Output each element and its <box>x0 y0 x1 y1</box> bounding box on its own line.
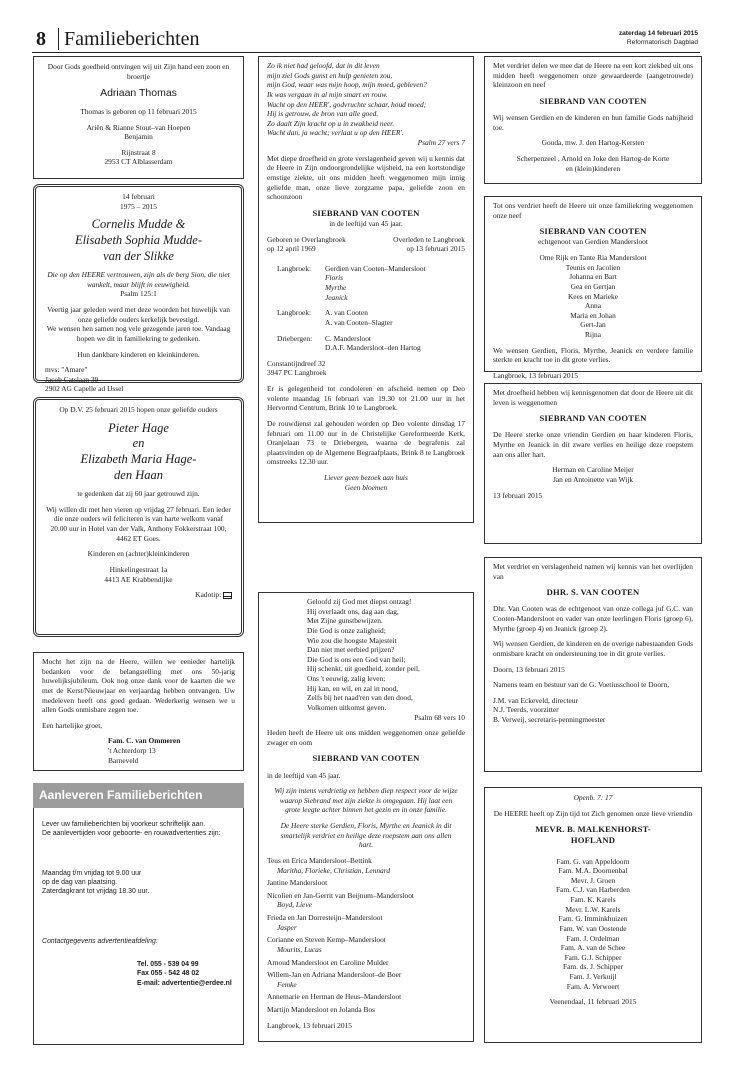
family-place: Driebergen: <box>277 333 313 343</box>
siebrand-name: SIEBRAND VAN COOTEN <box>312 207 420 218</box>
school-name: DHR. S. VAN COOTEN <box>546 587 640 598</box>
malkenhorst-footer: Veenendaal, 11 februari 2015 <box>549 997 637 1007</box>
rijk-name-line: Gert-Jan <box>580 320 606 330</box>
family-row <box>277 264 465 303</box>
malkenhorst-name-line: Fam. G. Imminkhuizen <box>558 914 628 924</box>
meijer-notice <box>484 383 702 544</box>
family-place: Langbroek: <box>277 308 312 318</box>
aanleveren-p3: Maandag t/m vrijdag tot 9.00 uur <box>42 869 142 877</box>
hartog-text: Wij wensen Gerdien en de kinderen en hun familie Gods nabijheid toe. <box>493 113 693 132</box>
family-member: Gerdien van Cooten–Mandersloot <box>325 263 426 273</box>
family-member: Frieda en Jan Dorresteijn–Mandersloot <box>267 913 383 923</box>
family-member: Annemarie en Herman de Heus–Mandersloot <box>267 992 402 1002</box>
hage-name-3: Elizabeth Maria Hage- <box>80 451 197 466</box>
aanleveren-tel: Tel. 055 - 539 04 99 <box>137 960 199 968</box>
header-divider <box>58 28 59 50</box>
psalm-intro: Heden heeft de Heere uit ons midden weggenomen onze geliefde zwager en oom <box>267 728 465 747</box>
rijk-name-line: Maria en Johan <box>570 310 616 320</box>
family-children: Mourits, Lucas <box>277 944 322 954</box>
family-member: Willem-Jan en Adriana Mandersloot–de Boer <box>267 970 402 980</box>
psalm-italic-1: Wij zijn intens verdrietig en hebben diep respect voor de wijze waarop Siebrand met zijn ziekte is omgegaan. Hij laat een grote leegte achter binnen het gezin en in onze familie. <box>274 786 458 815</box>
birth-parents: Ariën & Rianne Stout–van Hoepen <box>86 122 191 132</box>
hage-intro: Op D.V. 25 februari 2015 hopen onze geliefde ouders <box>59 405 218 414</box>
siebrand-poem: Zo ik niet had geloofd, dat in dit leven mijn ziel Gods gunst en hulp genieten zou, mijn God, waar was mijn hoop, mijn moed, gebleven? Ik was vergaan in al mijn smart en rouw. Wacht op den HEER', godvruchte schaar, houd moed; Hij is getrouw, de bron van alle goed. Zo daalt Zijn kracht op u in zwakheid neer. Wacht dan, ja wacht; verlaat u op den HEER'. <box>267 61 427 138</box>
siebrand-born-date: op 12 april 1969 <box>267 244 316 254</box>
psalm-name: SIEBRAND VAN COOTEN <box>312 753 420 764</box>
rijk-name-line: Gea en Gertjan <box>570 281 616 291</box>
rijk-intro: Tot ons verdriet heeft de Heere uit onze familiekring weggenomen onze neef <box>493 201 693 220</box>
siebrand-intro: Met diepe droefheid en grote verslagenheid geven wij u kennis dat de Heere in Zijn ondoorgrondelijke wijsheid, na een kortstondige ernstige ziekte, uit ons midden heeft weggenomen mijn innig geliefde man, onze lieve zorgzame papa, geliefde zoon en schoonzoon <box>267 153 465 202</box>
family-member: C. Mandersloot <box>325 333 371 343</box>
ommeren-signature <box>42 736 235 765</box>
meijer-name: SIEBRAND VAN COOTEN <box>539 413 647 424</box>
family-member: D.A.F. Mandersloot–den Hartog <box>325 343 421 353</box>
school-intro: Met verdriet en verslagenheid namen wij kennis van het overlijden van <box>493 562 693 581</box>
aanleveren-p5: Zaterdagkrant tot vrijdag 18.30 uur. <box>42 888 150 896</box>
siebrand-gift-2: Geen bloemen <box>344 482 388 492</box>
mudde-address-1: mvs: "Amare" <box>45 365 88 375</box>
aanleveren-email[interactable]: E-mail: advertentie@erdee.nl <box>137 979 232 987</box>
malkenhorst-name-1: MEVR. B. MALKENHORST- <box>535 824 651 835</box>
malkenhorst-name-line: Mevr. J. Groen <box>570 875 616 885</box>
psalm-poem: Geloofd zij God met diepst ontzag! Hij overlaadt ons, dag aan dag, Met Zijne gunstbewijzen. Die God is onze zaligheid; Wie zou die hoogste Majesteit Dan niet met eerbied prijzen? Die God is ons een God van heil; Hij schenkt, uit goedheid, zonder peil, Ons 't eeuwig, zalig leven; Hij kan, en wil, en zal in nood, Zelfs bij het naad'ren van den dood, Volkomen uitkomst geven. <box>307 597 420 712</box>
malkenhorst-notice <box>484 787 702 1043</box>
ommeren-greeting: Een hartelijke groet, <box>42 720 103 730</box>
school-sig-1: J.M. van Eckeveld, directeur <box>493 695 578 705</box>
siebrand-street: Constantijndreef 32 <box>267 358 326 368</box>
malkenhorst-name-line: Fam. M.A. Doornenbal <box>558 866 628 876</box>
family-member: A. van Cooten–Slagter <box>325 317 393 327</box>
mudde-address-2: Jacob Catslaan 39 <box>45 374 99 384</box>
aanleveren-box <box>33 808 244 1045</box>
family-child: Floris <box>325 273 344 283</box>
header-date-block <box>619 30 698 48</box>
malkenhorst-name-line: Fam. G. van Appeldoorn <box>556 856 630 866</box>
family-place: Langbroek: <box>277 263 312 273</box>
header-paper: Reformatorisch Dagblad <box>626 38 698 46</box>
hartog-notice <box>484 56 702 184</box>
birth-sibling: Benjamin <box>124 132 153 142</box>
psalm-age: in de leeftijd van 45 jaar. <box>267 770 341 780</box>
siebrand-poem-ref: Psalm 27 vers 7 <box>417 138 465 147</box>
psalm-ref: Psalm 68 vers 10 <box>414 712 465 722</box>
rijk-sub: echtgenoot van Gerdien Mandersloot <box>538 237 648 247</box>
family-children: Jasper <box>277 922 297 932</box>
ommeren-name: Fam. C. van Ommeren <box>108 736 181 746</box>
aanleveren-p1: Lever uw familieberichten bij voorkeur schriftelijk aan. <box>42 821 206 828</box>
school-sig-2: N.J. Teerds, voorzitter <box>493 705 559 715</box>
hage-city: 4413 AE Krabbendijke <box>104 574 173 584</box>
malkenhorst-name-line: Mevr. L.W. Karels <box>565 904 621 914</box>
mudde-name-3: van der Slikke <box>103 248 174 263</box>
hage-kado-label: Kadotip: <box>195 590 222 600</box>
aanleveren-contact-label: Contactgegevens advertentieafdeling: <box>42 937 158 945</box>
aanleveren-p4: op de dag van plaatsing. <box>42 878 118 886</box>
meijer-sig-2: Jan en Antoinette van Wijk <box>552 474 634 484</box>
hage-street: Hinkelingestraat 1a <box>109 564 168 574</box>
family-row <box>277 308 465 327</box>
birth-intro: Door Gods goedheid ontvingen wij uit Zijn hand een zoon en broertje <box>47 62 230 81</box>
family-member: Nicolien en Jan-Gerrit van Beijnum–Mandersloot <box>267 890 414 900</box>
hage-name-4: den Haan <box>114 467 163 482</box>
malkenhorst-name-line: Fam. K. Karels <box>570 895 616 905</box>
school-date: Doorn, 13 februari 2015 <box>493 664 565 674</box>
hage-children: Kinderen en (achter)kleinkinderen <box>87 549 190 559</box>
birth-city: 2953 CT Alblasserdam <box>104 157 173 167</box>
hage-text-2: Wij willen dit met hen vieren op vrijdag 27 februari. Een ieder die onze ouders wil feliciteren is van harte welkom vanaf 20.00 uur in Hotel van der Valk, Anthony Fokkerstraat 100, 4462 ET Goes. <box>46 504 231 543</box>
malkenhorst-name-line: Fam. A. van de Schee <box>560 943 626 953</box>
hartog-sig-1: Gouda, mw. J. den Hartog-Kersten <box>541 138 645 148</box>
siebrand-funeral: De rouwdienst zal gehouden worden op Deo volente dinsdag 17 februari om 11.00 uur in de Christelijke Gereformeerde Kerk, Oranjelaan 73 te Driebergen, waarna de begrafenis zal plaatsvinden op de Algemene Begraafplaats, Brink 8 te Langbroek omstreeks 12.30 uur. <box>267 418 465 467</box>
malkenhorst-name-line: Fam. J. Verkuijl <box>569 972 617 982</box>
malkenhorst-name-line: Fam. A. Verwoert <box>566 981 620 991</box>
meijer-sig-1: Herman en Caroline Meijer <box>552 465 634 475</box>
siebrand-age: in de leeftijd van 45 jaar. <box>329 218 403 228</box>
siebrand-family-list <box>267 264 465 353</box>
malkenhorst-name-line: Fam. J. Ordelman <box>566 933 620 943</box>
rijk-footer: Langbroek, 13 februari 2015 <box>493 370 578 380</box>
rijk-name-line: Anna <box>584 301 601 311</box>
mudde-date: 14 februari <box>122 192 155 201</box>
mudde-address-3: 2902 AG Capelle ad IJssel <box>45 384 124 394</box>
page-title: Familieberichten <box>64 28 200 50</box>
hage-name-2: en <box>132 436 145 451</box>
malkenhorst-names <box>493 857 693 992</box>
rijk-name-line: Kees en Marieke <box>567 291 619 301</box>
rijk-name-line: Ome Rijk en Tante Ria Mandersloot <box>539 253 647 263</box>
siebrand-died-date: op 13 februari 2015 <box>406 244 465 254</box>
envelope-icon <box>223 592 232 599</box>
family-children: Maritha, Florieke, Christian, Lennard <box>277 865 391 875</box>
siebrand-died-label: Overleden te Langbroek <box>393 234 465 244</box>
birth-street: Rijnstraat 8 <box>121 147 156 157</box>
siebrand-date-row <box>267 244 465 254</box>
siebrand-family-notice <box>258 56 474 523</box>
mudde-years: 1975 – 2015 <box>120 201 157 211</box>
mudde-address <box>45 365 232 394</box>
family-row <box>277 334 465 353</box>
siebrand-gift-1: Liever geen bezoek aan huis <box>324 473 408 483</box>
meijer-intro: Met droefheid hebben wij kennisgenomen dat door de Heere uit dit leven is weggenomen <box>493 388 693 407</box>
school-text-2: Wij wensen Gerdien, de kinderen en de overige nabestaanden Gods onmisbare kracht en ondersteuning toe in dit grote verlies. <box>493 639 693 658</box>
hartog-sig-3: en (klein)kinderen <box>565 163 621 173</box>
siebrand-city: 3947 PC Langbroek <box>267 368 327 378</box>
hartog-name: SIEBRAND VAN COOTEN <box>539 95 647 106</box>
hage-name-1: Pieter Hage <box>108 420 169 435</box>
mudde-text-2: We wensen hen samen nog vele gezegende jaren toe. Vandaag hopen we dit in familiekring te gedenken. <box>46 324 231 343</box>
malkenhorst-name-line: Fam. W. van Oostende <box>559 923 627 933</box>
malkenhorst-ref: Openb. 7: 17 <box>573 793 613 802</box>
family-child: Jeanick <box>325 292 348 302</box>
ommeren-thanks <box>33 652 244 771</box>
siebrand-condole: Er is gelegenheid tot condoleren en afscheid nemen op Deo volente maandag 16 februari van 19.30 tot 21.00 uur in het Hervormd Centrum, Brink 10 te Langbroek. <box>267 384 465 413</box>
hartog-sig-2: Scherpenzeel , Arnold en Joke den Hartog-de Korte <box>516 153 670 163</box>
family-child: Myrthe <box>325 283 347 293</box>
family-member: A. van Cooten <box>325 308 368 318</box>
mudde-name-1: Cornelis Mudde & <box>91 217 186 232</box>
mudde-thanks: Hun dankbare kinderen en kleinkinderen. <box>77 349 200 359</box>
rijk-names <box>493 253 693 340</box>
birth-name: Adriaan Thomas <box>100 87 177 100</box>
aanleveren-fax: Fax 055 - 542 48 02 <box>137 970 200 978</box>
malkenhorst-name-line: Fam. ds. J. Schipper <box>563 962 623 972</box>
aanleveren-title: Aanleveren Familieberichten <box>33 783 244 808</box>
rijk-name-line: Teunis en Jacolien <box>565 262 621 272</box>
school-notice <box>484 557 702 772</box>
malkenhorst-name-2: HOFLAND <box>570 835 616 846</box>
ommeren-city: Barneveld <box>108 755 139 765</box>
birth-date: Thomas is geboren op 11 februari 2015 <box>80 106 197 116</box>
header-date: zaterdag 14 februari 2015 <box>618 30 698 37</box>
mudde-text-1: Veertig jaar geleden werd met deze woorden het huwelijk van onze geliefde ouders kerkelijk bevestigd. <box>47 305 230 324</box>
malkenhorst-intro: De HEERE heeft op Zijn tijd tot Zich genomen onze lieve vriendin <box>493 808 693 818</box>
rijk-text: We wensen Gerdien, Floris, Myrthe, Jeanick en verdere familie sterkte en kracht toe in dit grote verlies. <box>493 345 693 365</box>
rijk-notice <box>484 196 702 380</box>
rijk-name-line: Rijna <box>584 330 601 340</box>
siebrand-born-row <box>267 235 465 245</box>
mudde-name-2: Elisabeth Sophia Mudde- <box>74 232 203 247</box>
hage-kado <box>45 590 232 600</box>
mudde-verse: Die op den HEERE vertrouwen, zijn als de berg Sion, die niet wankelt, maar blijft in eeuwigheid. <box>47 270 230 289</box>
school-text-1: Dhr. Van Cooten was de echtgenoot van onze collega juf G.C. van Cooten-Mandersloot en vader van onze leerlingen Floris (groep 6), Myrthe (groep 4) en Jeanick (groep 2). <box>493 604 693 633</box>
family-children: Femke <box>277 979 297 989</box>
mudde-verse-ref: Psalm 125:1 <box>120 289 157 299</box>
malkenhorst-name-line: Fam. C.J. van Harberden <box>556 885 630 895</box>
birth-announcement <box>33 56 244 179</box>
family-member: Corianne en Steven Kemp–Mandersloot <box>267 935 386 945</box>
aanleveren-p2: De aanlevertijden voor geboorte- en rouwadvertenties zijn: <box>42 830 221 838</box>
family-member: Arnoud Mandersloot en Caroline Mulder <box>267 957 389 967</box>
psalm-italic-2: De Heere sterke Gerdien, Floris, Myrthe en Jeanick in dit smartelijk verdriet en heilige deze roepstem aan ons allen hart. <box>280 821 452 850</box>
rijk-name-line: Johanna en Bart <box>569 272 617 282</box>
hage-anniversary <box>33 397 244 637</box>
hage-text-1: te gedenken dat zij 60 jaar getrouwd zijn. <box>77 489 200 499</box>
school-sig-3: B. Verweij, secretaris-penningmeester <box>493 715 606 725</box>
family-member: Teus en Erica Mandersloot–Bettink <box>267 855 372 865</box>
psalm-footer: Langbroek, 13 februari 2015 <box>267 1020 352 1030</box>
siebrand-born-label: Geboren te Overlangbroek <box>267 234 346 244</box>
ommeren-street: 't Achterdorp 13 <box>108 746 156 755</box>
family-children: Boyd, Lieve <box>277 900 312 910</box>
ommeren-text: Mocht het zijn na de Heere, willen we eenieder hartelijk bedanken voor de belangstelling met ons 50-jarig huwelijksjubileum. Ook nog onze dank voor de kaarten die we met de Kerst/Nieuwjaar en verjaardag hebben ontvangen. Uw medeleven heeft ons goed gedaan. Wederkerig wensen we u allen Gods onmisbare zegen toe. <box>42 657 235 715</box>
malkenhorst-name-line: Fam. G.J. Schipper <box>564 952 622 962</box>
school-board: Namens team en bestuur van de G. Voetiusschool te Doorn, <box>493 680 670 690</box>
siebrand-mandersloot-notice <box>258 592 474 1042</box>
page-number: 8 <box>36 28 46 50</box>
hartog-intro: Met verdriet delen we mee dat de Heere na een kort ziekbed uit ons midden heeft weggenomen onze gewaardeerde (aangetrouwde) kleinzoon en neef <box>493 61 693 90</box>
header-rule <box>32 52 700 53</box>
mudde-anniversary <box>33 184 244 394</box>
family-member: Martijn Mandersloot en Jolanda Bos <box>267 1005 375 1015</box>
aanleveren-contact <box>42 960 235 988</box>
rijk-name: SIEBRAND VAN COOTEN <box>539 226 647 237</box>
meijer-text: De Heere sterke onze vriendin Gerdien en haar kinderen Floris, Myrthe en Jeanick in dit zware verlies en heilige deze roepstem aan ons aller hart. <box>493 430 693 459</box>
meijer-footer: 13 februari 2015 <box>493 490 543 500</box>
family-member: Jantine Mandersloot <box>267 878 328 888</box>
